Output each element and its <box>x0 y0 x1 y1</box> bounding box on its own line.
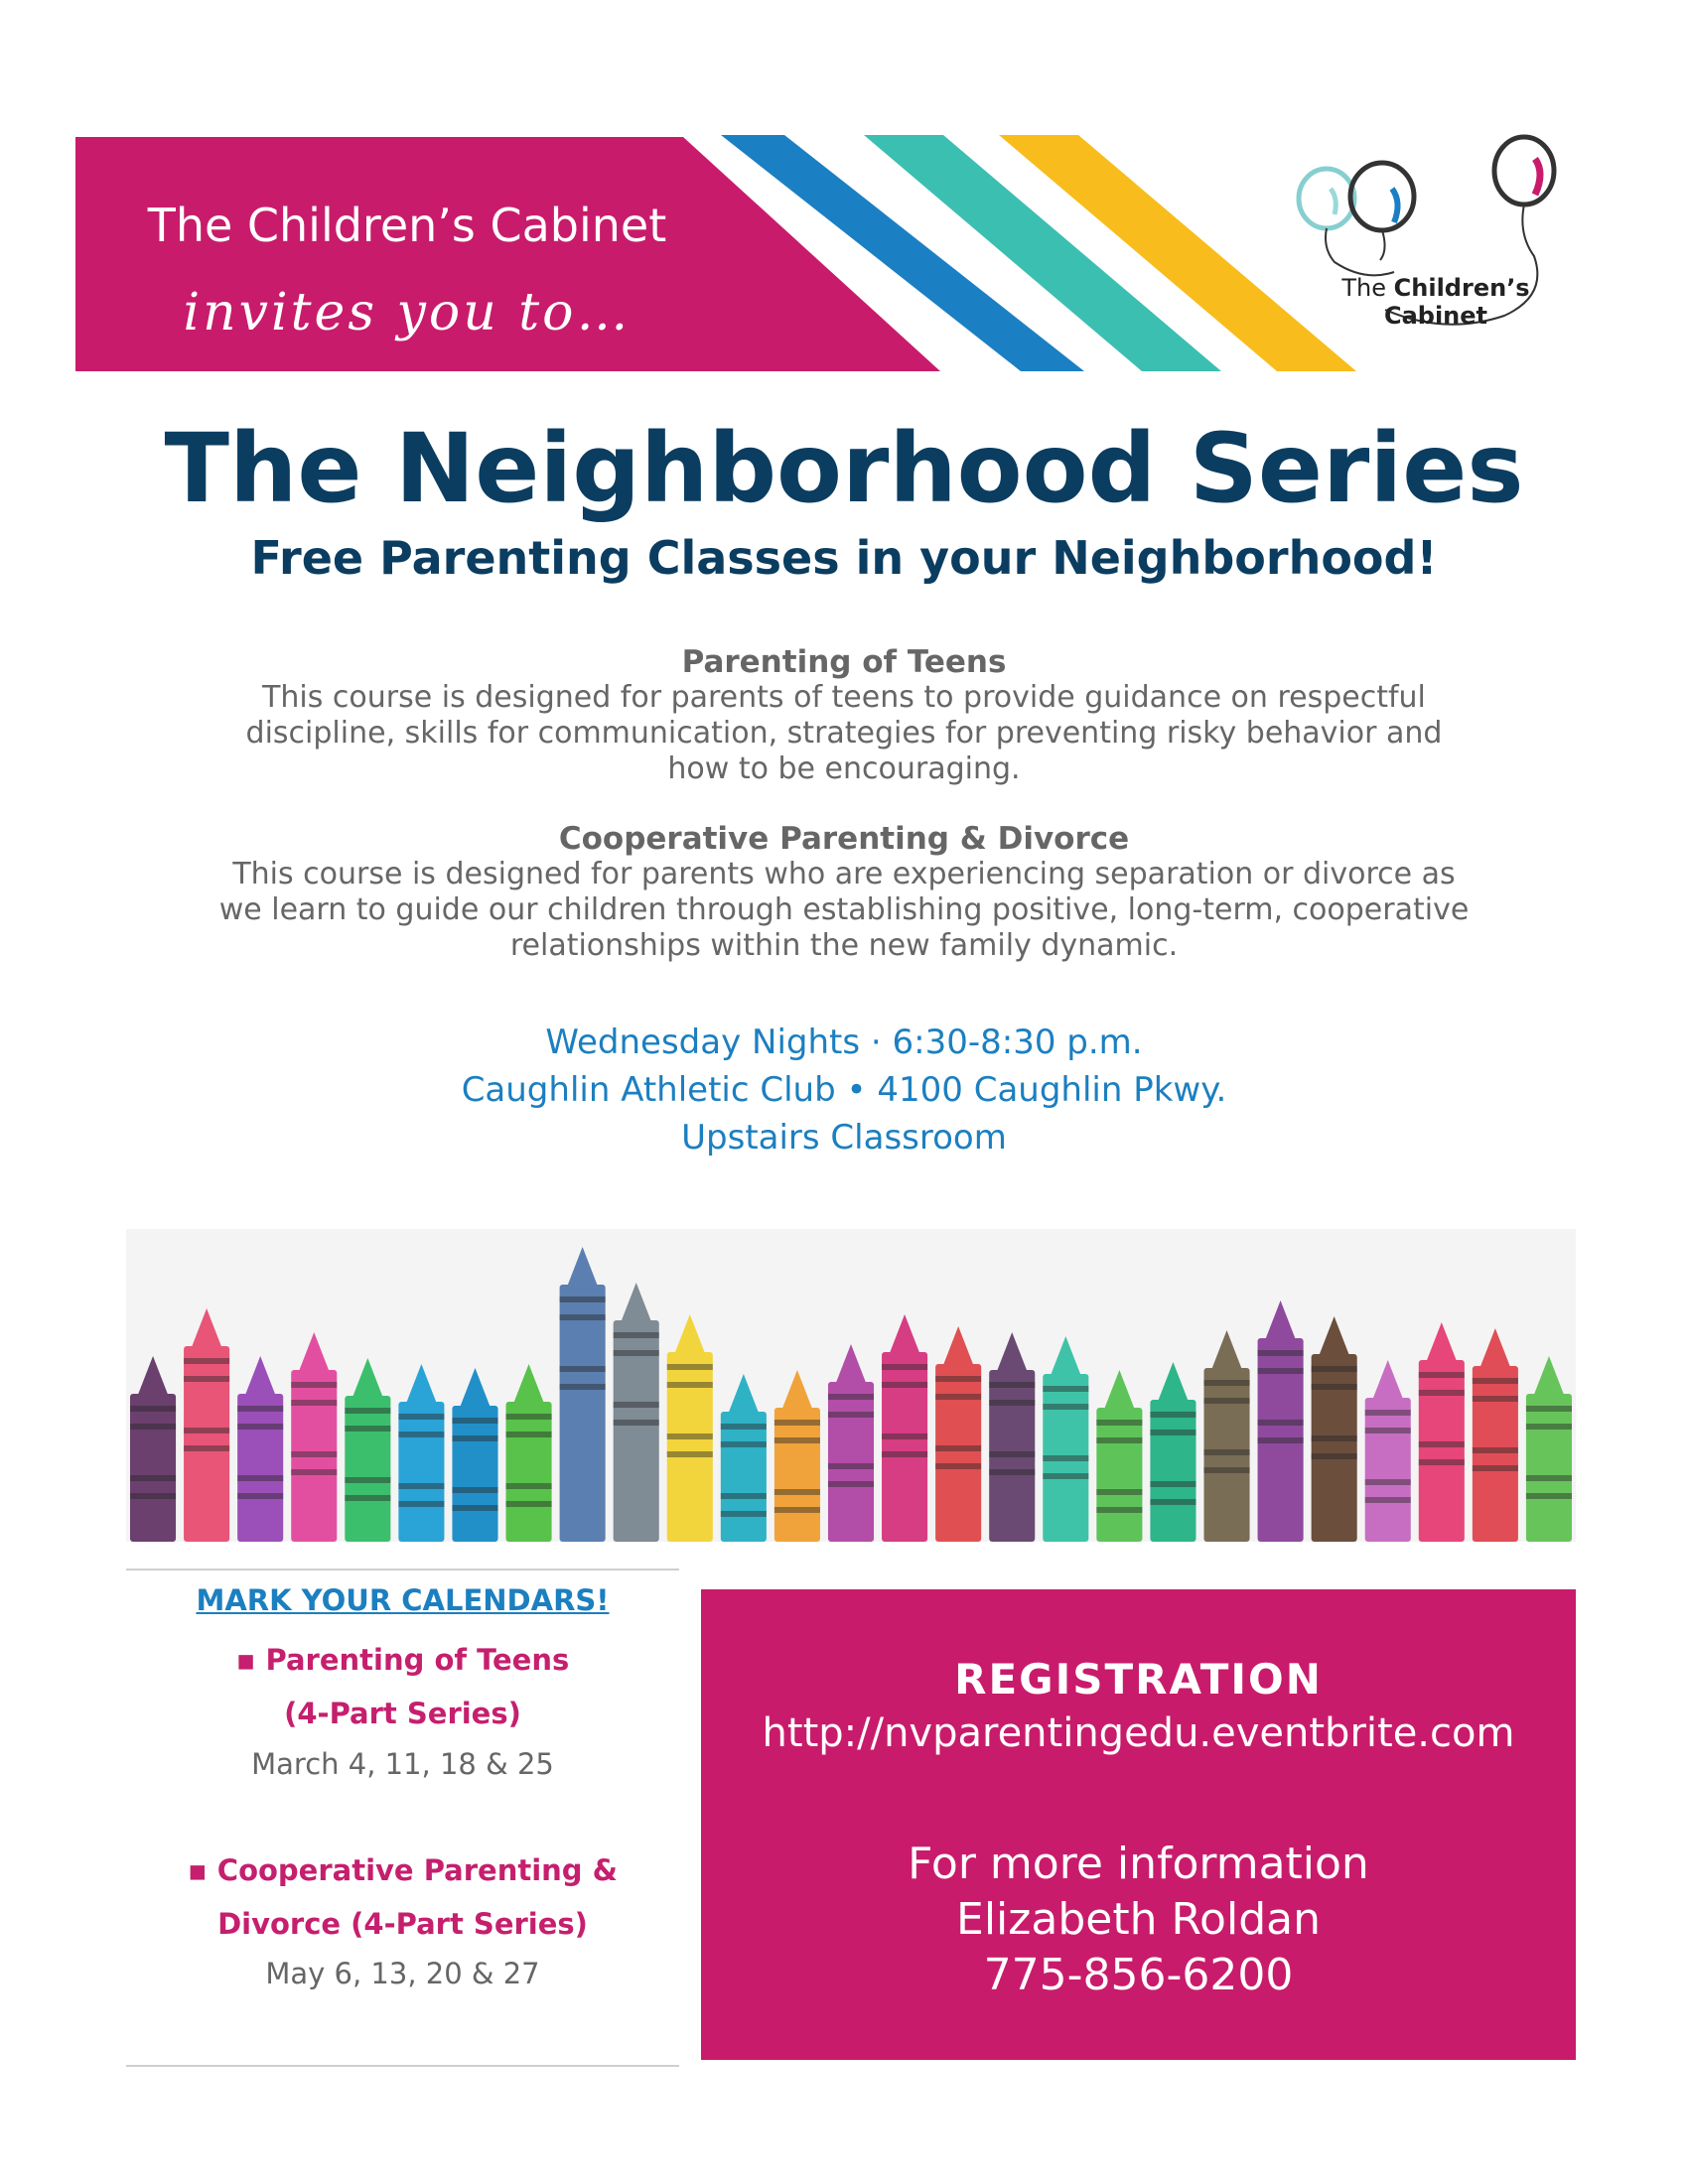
event-room: Upstairs Classroom <box>681 1118 1007 1158</box>
contact-info <box>701 1837 1576 2003</box>
course-text-line: discipline, skills for communication, strategies for preventing risky behavior and <box>245 716 1443 751</box>
registration-url[interactable]: http://nvparentingedu.eventbrite.com <box>762 1710 1515 1756</box>
course-text-line: relationships within the new family dynamic. <box>509 928 1179 963</box>
event-details <box>0 1019 1688 1161</box>
calendar-heading: MARK YOUR CALENDARS! <box>196 1583 610 1617</box>
course-description-divorce <box>119 821 1569 964</box>
calendar-item-dates: May 6, 13, 20 & 27 <box>265 1957 540 1990</box>
calendar-item-line: ▪ Parenting of Teens <box>235 1643 570 1677</box>
calendar-item-line: (4-Part Series) <box>284 1697 521 1730</box>
event-location: Caughlin Athletic Club • 4100 Caughlin Pkwy. <box>461 1070 1227 1110</box>
calendar-item-line: ▪ Cooperative Parenting & <box>188 1853 618 1887</box>
logo-text-cabinet: Cabinet <box>1383 302 1488 330</box>
page-title: The Neighborhood Series <box>164 413 1524 524</box>
course-text-line: we learn to guide our children through establishing positive, long-term, cooperative <box>218 892 1470 927</box>
calendar-item-title <box>126 1843 679 1951</box>
calendar-item-dates: March 4, 11, 18 & 25 <box>251 1747 554 1781</box>
contact-label: For more information <box>908 1839 1369 1889</box>
logo-wordmark <box>1317 274 1555 330</box>
logo-text-childrens: Children’s <box>1393 274 1530 302</box>
registration-box <box>701 1589 1576 2060</box>
contact-name: Elizabeth Roldan <box>956 1894 1321 1945</box>
calendar-top-divider <box>126 1569 679 1570</box>
calendar-item-line: Divorce (4-Part Series) <box>217 1907 588 1941</box>
course-text-line: how to be encouraging. <box>667 751 1021 786</box>
event-time: Wednesday Nights · 6:30-8:30 p.m. <box>545 1023 1143 1062</box>
banner-invite-text: invites you to… <box>183 283 632 342</box>
crayon <box>614 1283 659 1542</box>
course-description-teens <box>119 644 1569 787</box>
calendar-section <box>126 1569 679 2073</box>
calendar-item-title <box>126 1633 679 1740</box>
header-banner <box>0 0 1688 397</box>
crayon <box>560 1247 606 1542</box>
page-subtitle: Free Parenting Classes in your Neighborhood! <box>250 531 1438 585</box>
course-text-line: This course is designed for parents of teens to provide guidance on respectful <box>262 680 1426 715</box>
logo-text-the: The <box>1341 274 1394 302</box>
course-heading: Cooperative Parenting & Divorce <box>558 821 1130 857</box>
registration-title: REGISTRATION <box>954 1655 1323 1704</box>
banner-title: The Children’s Cabinet <box>147 199 667 252</box>
crayons-image <box>126 1229 1576 1542</box>
course-text-line: This course is designed for parents who are experiencing separation or divorce as <box>232 857 1456 891</box>
calendar-bottom-divider <box>126 2065 679 2067</box>
course-heading: Parenting of Teens <box>681 644 1007 680</box>
contact-phone: 775-856-6200 <box>983 1950 1294 2000</box>
